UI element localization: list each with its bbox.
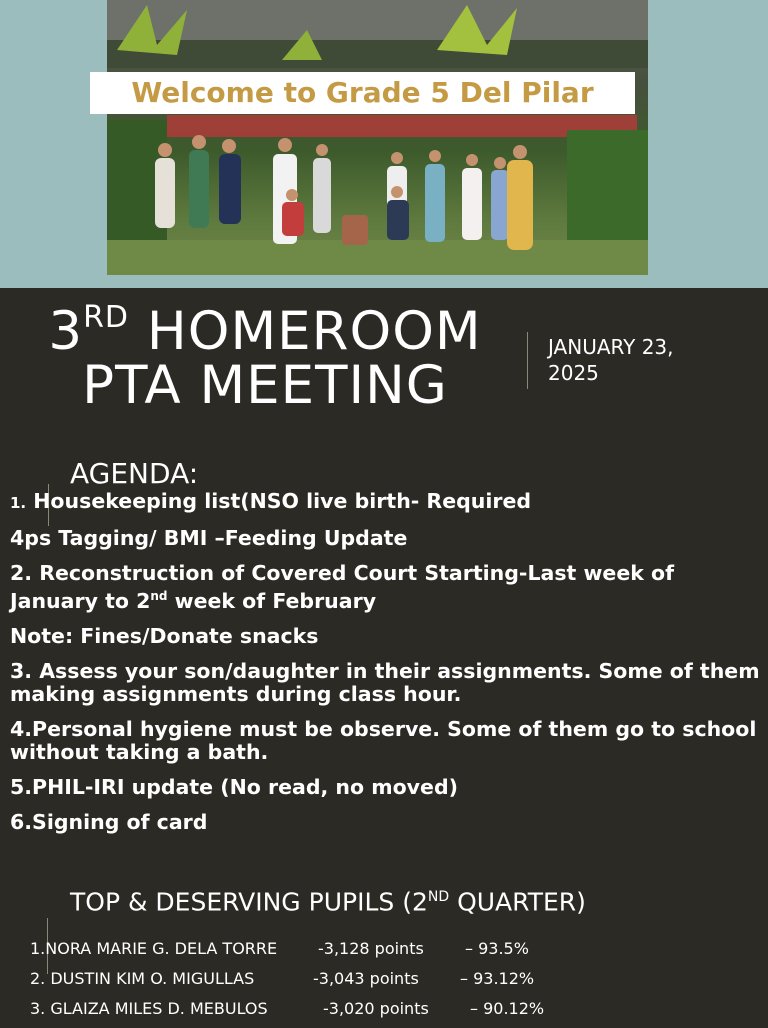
- title-divider: [527, 332, 528, 389]
- date-line-2: 2025: [548, 361, 599, 385]
- agenda-heading: AGENDA:: [70, 457, 199, 490]
- pupil-percent: – 93.5%: [465, 939, 529, 958]
- pupil-percent: – 90.12%: [470, 999, 545, 1018]
- agenda-item-1-number: 1.: [10, 494, 27, 512]
- agenda-item-6: 6.Signing of card: [10, 809, 208, 834]
- pupil-name: 1.NORA MARIE G. DELA TORRE: [30, 939, 278, 958]
- pupil-points: -3,020 points: [323, 999, 429, 1018]
- agenda-item-5: 5.PHIL-IRI update (No read, no moved): [10, 774, 458, 799]
- top-pupils-heading: [70, 882, 586, 917]
- agenda-item-2-text-a: 2. Reconstruction of Covered Court Starting-Last week of January to 2: [10, 561, 674, 613]
- agenda-item-1: [10, 490, 762, 515]
- agenda-item-note: Note: Fines/Donate snacks: [10, 623, 319, 648]
- pupil-name: 2. DUSTIN KIM O. MIGULLAS: [30, 969, 255, 988]
- agenda-item-2-sup: nd: [150, 589, 168, 603]
- class-photo: [107, 0, 648, 275]
- agenda-list: [10, 490, 762, 846]
- title-line-2: PTA MEETING: [82, 355, 448, 416]
- pupil-percent: – 93.12%: [460, 969, 535, 988]
- agenda-item-2-text-b: week of February: [167, 588, 377, 613]
- top-pupils-list: [30, 938, 730, 1028]
- date-line-1: JANUARY 23,: [548, 335, 674, 359]
- pupil-points: -3,043 points: [313, 969, 419, 988]
- pupil-row: [30, 968, 730, 998]
- pupil-points: -3,128 points: [318, 939, 424, 958]
- agenda-item-4: 4.Personal hygiene must be observe. Some of them go to school without taking a bath.: [10, 716, 757, 764]
- class-photo-illustration: [107, 0, 648, 275]
- agenda-item-1-text: Housekeeping list(NSO live birth- Required: [26, 489, 532, 513]
- agenda-item-3: 3. Assess your son/daughter in their assignments. Some of them making assignments during class hour.: [10, 658, 760, 706]
- pupil-name: 3. GLAIZA MILES D. MEBULOS: [30, 999, 268, 1018]
- page-title: [30, 300, 500, 416]
- top-pupils-heading-b: QUARTER): [449, 887, 586, 917]
- agenda-item-2: [10, 562, 762, 613]
- header-banner: [0, 0, 768, 288]
- title-line-1-rest: HOMEROOM: [146, 301, 482, 362]
- meeting-date: [548, 334, 748, 386]
- pupil-row: [30, 938, 730, 968]
- agenda-item-4ps: 4ps Tagging/ BMI –Feeding Update: [10, 526, 408, 550]
- welcome-banner-text: Welcome to Grade 5 Del Pilar: [90, 72, 635, 114]
- top-pupils-heading-sup: ND: [427, 889, 450, 905]
- top-pupils-heading-a: TOP & DESERVING PUPILS (2: [70, 887, 428, 917]
- title-number: 3: [48, 301, 84, 362]
- title-ordinal-suffix: RD: [83, 300, 130, 335]
- title-line-1: [30, 300, 500, 362]
